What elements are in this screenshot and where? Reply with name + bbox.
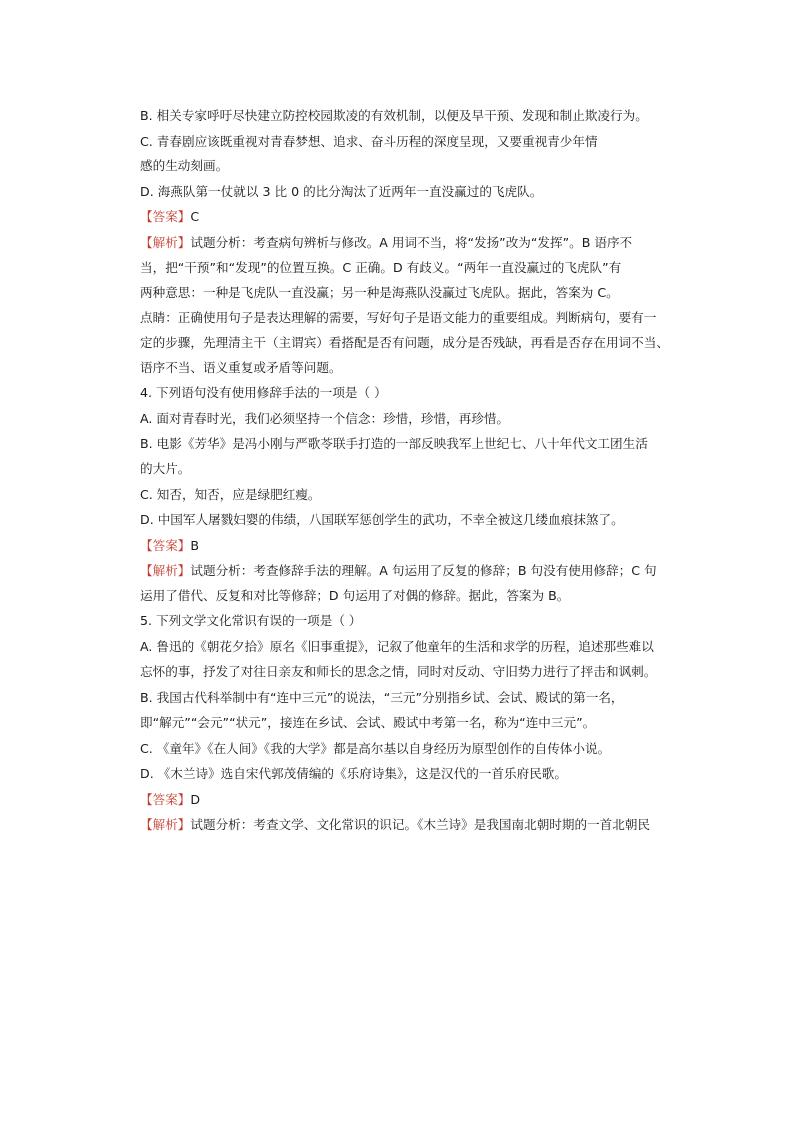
q3-tip-line3: 语序不当、语义重复或矛盾等问题。 bbox=[140, 360, 342, 375]
q3-option-c: C. 青春剧应该既重视对青春梦想、追求、奋斗历程的深度呈现，又要重视青少年情 bbox=[140, 134, 598, 149]
q4-option-c: C. 知否，知否，应是绿肥红瘦。 bbox=[140, 487, 321, 502]
answer-value: C bbox=[190, 209, 200, 224]
q3-option-c-cont: 感的生动刻画。 bbox=[140, 158, 229, 173]
q3-analysis-line2: 当，把“干预”和“发现”的位置互换。C 正确。D 有歧义。“两年一直没赢过的飞虎队”有 bbox=[140, 260, 622, 275]
q3-tip-line2: 定的步骤，先理清主干（主谓宾）看搭配是否有问题，成分是否残缺，再看是否存在用词不当、 bbox=[140, 335, 669, 350]
q3-tip-line1: 点睛：正确使用句子是表达理解的需要，写好句子是语文能力的重要组成。判断病句，要有一 bbox=[140, 310, 657, 325]
q4-analysis bbox=[140, 562, 657, 580]
q5-option-a: A. 鲁迅的《朝花夕拾》原名《旧事重提》，记叙了他童年的生活和求学的历程，追述那些难以 bbox=[140, 639, 654, 654]
q3-analysis bbox=[140, 234, 632, 252]
q4-option-a: A. 面对青春时光，我们必须坚持一个信念：珍惜，珍惜，再珍惜。 bbox=[140, 411, 510, 426]
analysis-text: 试题分析：考查修辞手法的理解。A 句运用了反复的修辞；B 句没有使用修辞；C 句 bbox=[190, 563, 657, 578]
q5-option-d: D. 《木兰诗》选自宋代郭茂倩编的《乐府诗集》，这是汉代的一首乐府民歌。 bbox=[140, 766, 567, 781]
q4-analysis-line2: 运用了借代、反复和对比等修辞；D 句运用了对偶的修辞。据此，答案为 B。 bbox=[140, 588, 570, 603]
analysis-tag: 【解析】 bbox=[140, 235, 191, 250]
q5-answer bbox=[140, 791, 200, 809]
q4-option-d: D. 中国军人屠戮妇婴的伟绩，八国联军惩创学生的武功，不幸全被这几缕血痕抹煞了。 bbox=[140, 512, 624, 527]
answer-value: D bbox=[190, 792, 201, 807]
q5-option-a-cont: 忘怀的事，抒发了对往日亲友和师长的思念之情，同时对反动、守旧势力进行了抨击和讽刺。 bbox=[140, 664, 657, 679]
answer-tag: 【答案】 bbox=[140, 538, 191, 553]
analysis-tag: 【解析】 bbox=[140, 817, 191, 832]
q4-answer bbox=[140, 537, 199, 555]
analysis-tag: 【解析】 bbox=[140, 563, 191, 578]
q3-analysis-line3: 两种意思：一种是飞虎队一直没赢；另一种是海燕队没赢过飞虎队。据此，答案为 C。 bbox=[140, 285, 619, 300]
analysis-text: 试题分析：考查病句辨析与修改。A 用词不当，将“发扬”改为“发挥”。B 语序不 bbox=[190, 235, 633, 250]
q3-option-b: B. 相关专家呼吁尽快建立防控校园欺凌的有效机制，以便及早干预、发现和制止欺凌行为。 bbox=[140, 108, 648, 123]
q5-option-b: B. 我国古代科举制中有“连中三元”的说法，“三元”分别指乡试、会试、殿试的第一名， bbox=[140, 690, 624, 705]
q3-answer bbox=[140, 208, 199, 226]
q5-stem: 5. 下列文学文化常识有误的一项是（ ） bbox=[140, 613, 362, 628]
q5-option-b-cont: 即“解元”“会元”“状元”，接连在乡试、会试、殿试中考第一名，称为“连中三元”。 bbox=[140, 715, 596, 730]
answer-tag: 【答案】 bbox=[140, 209, 191, 224]
q3-option-d: D. 海燕队第一仗就以 3 比 0 的比分淘汰了近两年一直没赢过的飞虎队。 bbox=[140, 184, 543, 199]
answer-tag: 【答案】 bbox=[140, 792, 191, 807]
q4-option-b: B. 电影《芳华》是冯小刚与严歌苓联手打造的一部反映我军上世纪七、八十年代文工团生活 bbox=[140, 436, 648, 451]
q5-option-c: C. 《童年》《在人间》《我的大学》都是高尔基以自身经历为原型创作的自传体小说。 bbox=[140, 741, 611, 756]
answer-value: B bbox=[190, 538, 200, 553]
q4-stem: 4. 下列语句没有使用修辞手法的一项是（ ） bbox=[140, 385, 387, 400]
q5-analysis bbox=[140, 816, 650, 834]
analysis-text: 试题分析：考查文学、文化常识的识记。《木兰诗》是我国南北朝时期的一首北朝民 bbox=[190, 817, 651, 832]
q4-option-b-cont: 的大片。 bbox=[140, 461, 191, 476]
